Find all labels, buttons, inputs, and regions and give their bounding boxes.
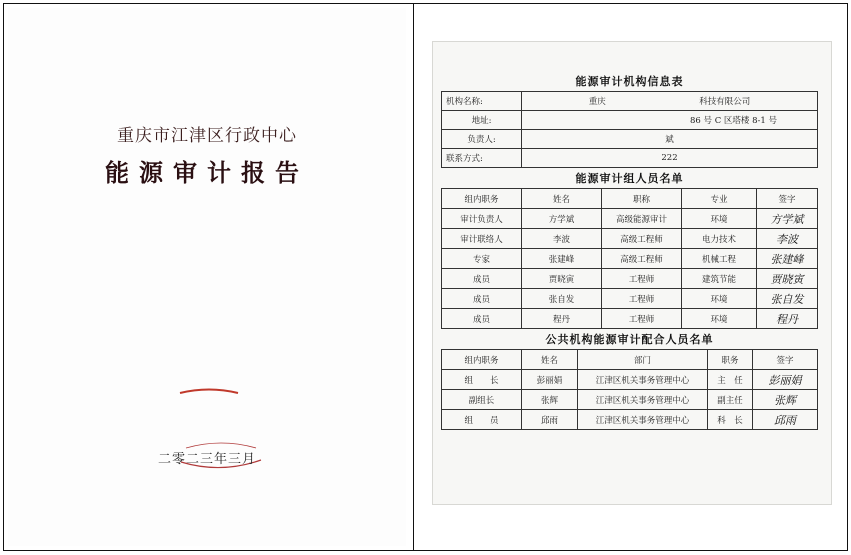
audit-team-table (441, 188, 818, 329)
table-row (442, 229, 818, 249)
post-cell: 主 任 (708, 370, 753, 390)
report-cover (8, 8, 406, 546)
title-cell: 高级工程师 (602, 229, 682, 249)
info-label: 地址: (442, 111, 522, 130)
role-cell: 审计联络人 (442, 229, 522, 249)
signature-cell: 张辉 (753, 390, 818, 410)
major-cell: 环境 (682, 209, 757, 229)
name-cell: 张自发 (522, 289, 602, 309)
table-row (442, 309, 818, 329)
role-cell: 组 长 (442, 370, 522, 390)
cover-organization: 重庆市江津区行政中心 (117, 126, 297, 146)
signature-cell: 贾晓寅 (757, 269, 818, 289)
role-cell: 专家 (442, 249, 522, 269)
signature-cell: 程丹 (757, 309, 818, 329)
cooperation-staff-table (441, 349, 818, 430)
major-cell: 机械工程 (682, 249, 757, 269)
column-header: 签字 (757, 189, 818, 209)
table-row (442, 390, 818, 410)
role-cell: 成员 (442, 269, 522, 289)
signature-cell: 张自发 (757, 289, 818, 309)
column-header: 姓名 (522, 189, 602, 209)
signature-cell: 方学斌 (757, 209, 818, 229)
table-row (442, 209, 818, 229)
major-cell: 电力技术 (682, 229, 757, 249)
title-cell: 高级工程师 (602, 249, 682, 269)
info-value: 86 号 C 区塔楼 8-1 号 (522, 111, 818, 130)
table-row (442, 130, 818, 149)
info-value: 重庆 科技有限公司 (522, 92, 818, 111)
signature-cell: 邱雨 (753, 410, 818, 430)
name-cell: 张建峰 (522, 249, 602, 269)
name-cell: 彭丽娟 (522, 370, 578, 390)
column-header: 部门 (578, 350, 708, 370)
name-cell: 贾晓寅 (522, 269, 602, 289)
signature-cell: 李波 (757, 229, 818, 249)
column-header: 组内职务 (442, 350, 522, 370)
table-row (442, 289, 818, 309)
role-cell: 组 员 (442, 410, 522, 430)
column-header: 组内职务 (442, 189, 522, 209)
institution-info-table (441, 91, 818, 168)
team-table-title: 能源审计组人员名单 (575, 172, 684, 185)
table-row (442, 92, 818, 111)
role-cell: 成员 (442, 309, 522, 329)
column-header: 专业 (682, 189, 757, 209)
scanned-document (433, 42, 831, 504)
major-cell: 建筑节能 (682, 269, 757, 289)
table-row (442, 111, 818, 130)
table-header-row (442, 350, 818, 370)
name-cell: 李波 (522, 229, 602, 249)
column-header: 签字 (753, 350, 818, 370)
info-label: 联系方式: (442, 149, 522, 168)
dept-cell: 江津区机关事务管理中心 (578, 390, 708, 410)
info-table-title: 能源审计机构信息表 (575, 75, 684, 88)
table-row (442, 149, 818, 168)
cover-title: 能源审计报告 (105, 158, 309, 187)
column-header: 职务 (708, 350, 753, 370)
dept-cell: 江津区机关事务管理中心 (578, 410, 708, 430)
signature-cell: 张建峰 (757, 249, 818, 269)
red-seal-mark-icon (178, 386, 240, 396)
info-label: 机构名称: (442, 92, 522, 111)
table-row (442, 269, 818, 289)
role-cell: 副组长 (442, 390, 522, 410)
page-divider (413, 3, 414, 551)
info-value: 222 (522, 149, 818, 168)
table-row (442, 370, 818, 390)
post-cell: 科 长 (708, 410, 753, 430)
column-header: 职称 (602, 189, 682, 209)
coop-table-title: 公共机构能源审计配合人员名单 (545, 333, 714, 346)
table-row (442, 410, 818, 430)
role-cell: 成员 (442, 289, 522, 309)
name-cell: 邱雨 (522, 410, 578, 430)
title-cell: 工程师 (602, 309, 682, 329)
major-cell: 环境 (682, 289, 757, 309)
table-header-row (442, 189, 818, 209)
cover-date: 二零二三年三月 (157, 452, 256, 467)
role-cell: 审计负责人 (442, 209, 522, 229)
signature-cell: 彭丽娟 (753, 370, 818, 390)
name-cell: 张辉 (522, 390, 578, 410)
title-cell: 高级能源审计 (602, 209, 682, 229)
major-cell: 环境 (682, 309, 757, 329)
dept-cell: 江津区机关事务管理中心 (578, 370, 708, 390)
name-cell: 方学斌 (522, 209, 602, 229)
title-cell: 工程师 (602, 289, 682, 309)
column-header: 姓名 (522, 350, 578, 370)
title-cell: 工程师 (602, 269, 682, 289)
info-value: 斌 (522, 130, 818, 149)
post-cell: 副主任 (708, 390, 753, 410)
name-cell: 程丹 (522, 309, 602, 329)
info-label: 负责人: (442, 130, 522, 149)
table-row (442, 249, 818, 269)
